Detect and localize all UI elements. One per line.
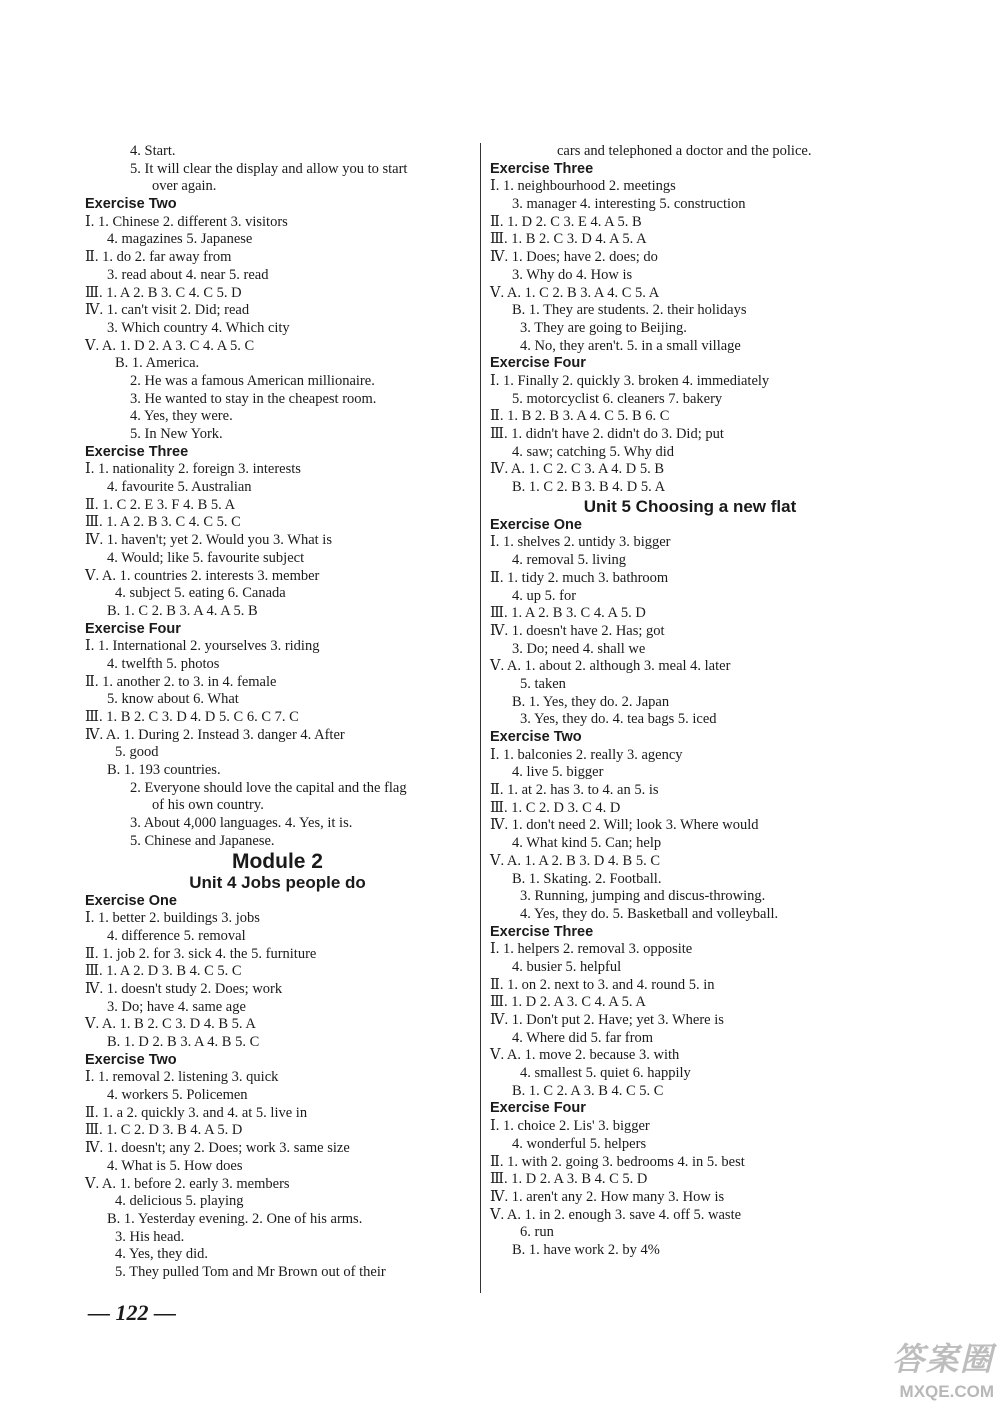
answer-line: Ⅴ. A. 1. countries 2. interests 3. member: [85, 567, 320, 584]
exercise-heading: Exercise Three: [490, 923, 594, 940]
exercise-heading: Exercise Four: [490, 355, 586, 372]
answer-line: Ⅴ. A. 1. A 2. B 3. D 4. B 5. C: [490, 852, 660, 869]
unit-heading: Unit 5 Choosing a new flat: [583, 496, 797, 516]
answer-line: Ⅴ. A. 1. in 2. enough 3. save 4. off 5. waste: [490, 1206, 742, 1223]
answer-line: Ⅱ. 1. a 2. quickly 3. and 4. at 5. live in: [85, 1104, 308, 1121]
answer-line: 6. run: [520, 1224, 554, 1241]
answer-line: 3. Do; have 4. same age: [107, 998, 246, 1015]
answer-line: B. 1. They are students. 2. their holidays: [512, 302, 747, 319]
answer-line: B. 1. have work 2. by 4%: [512, 1241, 660, 1258]
answer-line: Ⅱ. 1. another 2. to 3. in 4. female: [85, 673, 277, 690]
answer-line: 5. Chinese and Japanese.: [130, 832, 275, 849]
answer-line: Ⅲ. 1. C 2. D 3. B 4. A 5. D: [85, 1122, 243, 1139]
answer-line: Ⅲ. 1. A 2. B 3. C 4. C 5. D: [85, 284, 242, 301]
answer-line: Ⅰ. 1. removal 2. listening 3. quick: [85, 1069, 279, 1086]
answer-line: Ⅰ. 1. balconies 2. really 3. agency: [490, 746, 683, 763]
answer-line: 4. difference 5. removal: [107, 927, 246, 944]
answer-line: 3. Do; need 4. shall we: [512, 640, 646, 657]
watermark-logo: 答案圈: [891, 1341, 994, 1377]
answer-line: 4. What kind 5. Can; help: [512, 835, 662, 852]
exercise-heading: Exercise Four: [490, 1100, 586, 1117]
answer-line: Ⅱ. 1. job 2. for 3. sick 4. the 5. furniture: [85, 945, 317, 962]
answer-line: 3. He wanted to stay in the cheapest room.: [130, 390, 377, 407]
answer-line: 4. removal 5. living: [512, 552, 626, 569]
exercise-heading: Exercise Four: [85, 620, 181, 637]
answer-line: Ⅳ. 1. Don't put 2. Have; yet 3. Where is: [490, 1012, 724, 1028]
answer-line: Ⅳ. A. 1. During 2. Instead 3. danger 4. After: [85, 726, 345, 743]
answer-line: 5. They pulled Tom and Mr Brown out of their: [115, 1263, 386, 1280]
answer-line: Ⅱ. 1. do 2. far away from: [85, 249, 232, 266]
answer-line: 3. manager 4. interesting 5. construction: [512, 196, 746, 213]
answer-line: Ⅳ. 1. haven't; yet 2. Would you 3. What is: [85, 532, 332, 549]
answer-line: Ⅱ. 1. C 2. E 3. F 4. B 5. A: [85, 496, 236, 513]
answer-line: 4. saw; catching 5. Why did: [512, 443, 675, 460]
answer-line: 4. magazines 5. Japanese: [107, 231, 253, 248]
answer-line: 5. motorcyclist 6. cleaners 7. bakery: [512, 390, 723, 407]
right-column: [490, 143, 890, 1260]
answer-line: 4. busier 5. helpful: [512, 958, 622, 975]
answer-line: 4. What is 5. How does: [107, 1157, 243, 1174]
answer-line: 4. Yes, they were.: [130, 408, 233, 425]
exercise-heading: Exercise Two: [85, 196, 177, 213]
answer-line: 3. Why do 4. How is: [512, 266, 633, 283]
answer-line: B. 1. Skating. 2. Football.: [512, 870, 662, 887]
exercise-heading: Exercise Three: [85, 443, 189, 460]
exercise-heading: Exercise Three: [490, 160, 594, 177]
answer-line: Ⅱ. 1. with 2. going 3. bedrooms 4. in 5. best: [490, 1153, 745, 1170]
answer-line: B. 1. C 2. A 3. B 4. C 5. C: [512, 1082, 664, 1099]
answer-line: 5. It will clear the display and allow you to start: [130, 160, 408, 177]
answer-line: Ⅰ. 1. helpers 2. removal 3. opposite: [490, 941, 693, 958]
answer-line: 4. workers 5. Policemen: [107, 1087, 248, 1104]
answer-line: B. 1. Yesterday evening. 2. One of his arms.: [107, 1210, 363, 1227]
answer-line: 4. Where did 5. far from: [512, 1029, 654, 1046]
answer-line: 4. live 5. bigger: [512, 764, 604, 781]
answer-line: Ⅳ. 1. can't visit 2. Did; read: [85, 302, 250, 319]
answer-line: Ⅰ. 1. shelves 2. untidy 3. bigger: [490, 534, 671, 551]
module-heading: Module 2: [231, 849, 323, 873]
answer-line: Ⅳ. 1. aren't any 2. How many 3. How is: [490, 1188, 725, 1205]
answer-line: 4. smallest 5. quiet 6. happily: [520, 1065, 691, 1082]
answer-line: Ⅳ. 1. doesn't have 2. Has; got: [490, 622, 665, 639]
answer-line: B. 1. D 2. B 3. A 4. B 5. C: [107, 1034, 260, 1050]
answer-line: 4. Yes, they do. 5. Basketball and volleyball.: [520, 905, 779, 922]
answer-line: Ⅱ. 1. tidy 2. much 3. bathroom: [490, 569, 669, 586]
answer-line: Ⅲ. 1. D 2. A 3. B 4. C 5. D: [490, 1171, 648, 1188]
answer-line: Ⅲ. 1. A 2. D 3. B 4. C 5. C: [85, 963, 242, 980]
answer-line: Ⅰ. 1. neighbourhood 2. meetings: [490, 178, 676, 195]
answer-line: B. 1. Yes, they do. 2. Japan: [512, 693, 670, 710]
answer-line: 2. Everyone should love the capital and the flag: [130, 779, 407, 796]
answer-line: of his own country.: [152, 797, 264, 814]
answer-line: Ⅱ. 1. D 2. C 3. E 4. A 5. B: [490, 213, 642, 230]
answer-line: 3. About 4,000 languages. 4. Yes, it is.: [130, 815, 353, 832]
answer-line: 4. favourite 5. Australian: [107, 479, 252, 496]
answer-line: Ⅰ. 1. nationality 2. foreign 3. interests: [85, 461, 301, 478]
exercise-heading: Exercise One: [490, 516, 582, 533]
answer-line: Ⅴ. A. 1. C 2. B 3. A 4. C 5. A: [490, 284, 660, 301]
watermark: [844, 1334, 994, 1402]
answer-line: B. 1. 193 countries.: [107, 762, 221, 779]
answer-line: 3. His head.: [115, 1228, 185, 1245]
answer-line: 4. wonderful 5. helpers: [512, 1135, 647, 1152]
answer-line: 4. Start.: [130, 143, 176, 159]
answer-line: Ⅱ. 1. on 2. next to 3. and 4. round 5. in: [490, 976, 715, 993]
answer-line: 3. Yes, they do. 4. tea bags 5. iced: [520, 711, 717, 728]
answer-line: cars and telephoned a doctor and the police.: [557, 143, 812, 159]
answer-line: 2. He was a famous American millionaire.: [130, 372, 375, 389]
answer-line: 3. read about 4. near 5. read: [107, 266, 269, 283]
exercise-heading: Exercise Two: [85, 1051, 177, 1068]
answer-line: Ⅳ. 1. doesn't study 2. Does; work: [85, 980, 283, 997]
answer-line: 4. Would; like 5. favourite subject: [107, 549, 305, 566]
answer-line: Ⅴ. A. 1. B 2. C 3. D 4. B 5. A: [85, 1016, 256, 1033]
answer-line: Ⅳ. 1. doesn't; any 2. Does; work 3. same size: [85, 1140, 350, 1157]
page-number: — 122 —: [88, 1300, 176, 1325]
answer-line: Ⅲ. 1. didn't have 2. didn't do 3. Did; put: [490, 426, 724, 442]
answer-line: 4. subject 5. eating 6. Canada: [115, 585, 286, 602]
answer-line: B. 1. C 2. B 3. B 4. D 5. A: [512, 479, 666, 496]
answer-line: 4. delicious 5. playing: [115, 1193, 244, 1210]
answer-line: Ⅲ. 1. A 2. B 3. C 4. C 5. C: [85, 514, 241, 531]
exercise-heading: Exercise One: [85, 892, 177, 909]
column-divider: [480, 143, 481, 1293]
answer-line: Ⅲ. 1. B 2. C 3. D 4. D 5. C 6. C 7. C: [85, 709, 299, 725]
answer-line: Ⅰ. 1. better 2. buildings 3. jobs: [85, 910, 260, 927]
answer-line: Ⅱ. 1. at 2. has 3. to 4. an 5. is: [490, 782, 659, 799]
answer-line: Ⅲ. 1. C 2. D 3. C 4. D: [490, 799, 621, 816]
answer-line: Ⅲ. 1. B 2. C 3. D 4. A 5. A: [490, 231, 647, 248]
answer-line: Ⅴ. A. 1. before 2. early 3. members: [85, 1175, 290, 1192]
answer-line: Ⅳ. A. 1. C 2. C 3. A 4. D 5. B: [490, 461, 665, 478]
answer-line: 5. taken: [520, 675, 566, 692]
answer-line: Ⅱ. 1. B 2. B 3. A 4. C 5. B 6. C: [490, 408, 670, 425]
unit-heading: Unit 4 Jobs people do: [189, 872, 366, 892]
answer-line: 5. good: [115, 744, 159, 761]
answer-line: 3. They are going to Beijing.: [520, 319, 687, 336]
answer-line: 4. Yes, they did.: [115, 1246, 209, 1263]
answer-line: 5. In New York.: [130, 426, 223, 442]
answer-line: 4. up 5. for: [512, 587, 577, 604]
answer-line: over again.: [152, 178, 217, 195]
answer-line: Ⅰ. 1. Chinese 2. different 3. visitors: [85, 213, 288, 230]
answer-line: 3. Which country 4. Which city: [107, 319, 290, 336]
watermark-site: MXQE.COM: [899, 1382, 994, 1401]
answer-line: Ⅰ. 1. International 2. yourselves 3. riding: [85, 638, 320, 655]
answer-line: Ⅳ. 1. don't need 2. Will; look 3. Where would: [490, 817, 759, 834]
answer-line: Ⅴ. A. 1. D 2. A 3. C 4. A 5. C: [85, 337, 255, 354]
answer-line: Ⅳ. 1. Does; have 2. does; do: [490, 249, 658, 266]
answer-line: Ⅲ. 1. A 2. B 3. C 4. A 5. D: [490, 605, 646, 622]
answer-line: B. 1. America.: [115, 355, 200, 372]
answer-line: Ⅰ. 1. Finally 2. quickly 3. broken 4. immediately: [490, 372, 770, 389]
answer-line: 5. know about 6. What: [107, 691, 239, 708]
answer-line: Ⅴ. A. 1. about 2. although 3. meal 4. later: [490, 658, 731, 675]
left-column: [85, 143, 470, 1282]
exercise-heading: Exercise Two: [490, 729, 582, 745]
answer-line: B. 1. C 2. B 3. A 4. A 5. B: [107, 602, 258, 619]
answer-line: Ⅲ. 1. D 2. A 3. C 4. A 5. A: [490, 994, 646, 1011]
answer-line: 4. No, they aren't. 5. in a small village: [520, 337, 741, 354]
answer-line: 4. twelfth 5. photos: [107, 655, 220, 672]
answer-line: Ⅰ. 1. choice 2. Lis' 3. bigger: [490, 1118, 650, 1135]
answer-line: 3. Running, jumping and discus-throwing.: [520, 888, 766, 905]
answer-line: Ⅴ. A. 1. move 2. because 3. with: [490, 1047, 680, 1064]
